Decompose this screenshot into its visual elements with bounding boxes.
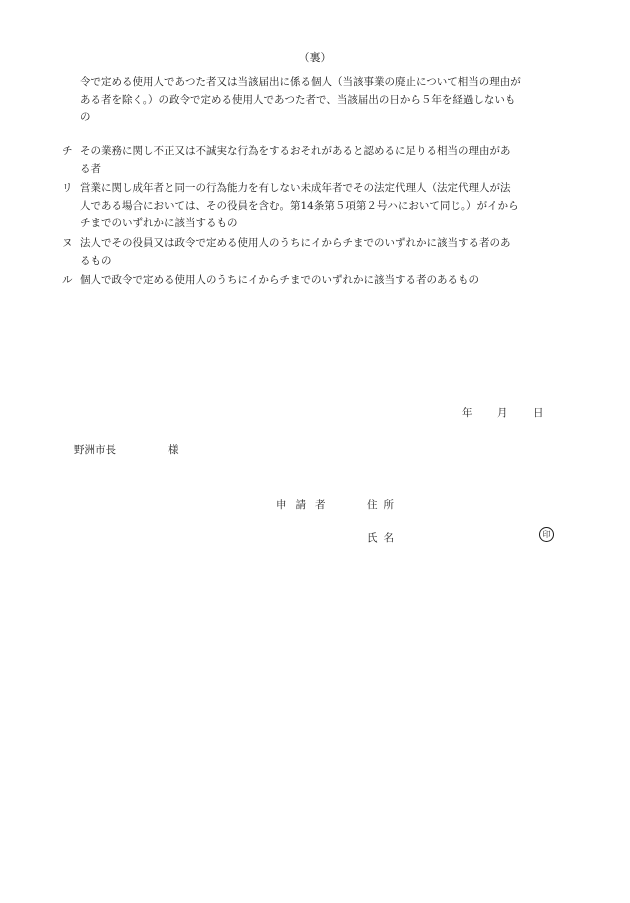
list-item-mark: チ <box>62 145 73 157</box>
list-item-text <box>80 74 582 127</box>
addressee: 野洲市長 <box>74 444 116 456</box>
list-item-text <box>80 143 582 178</box>
date-month-label: 月 <box>497 407 508 419</box>
list-item-text <box>80 272 582 290</box>
text-line: その業務に関し不正又は不誠実な行為をするおそれがあると認めるに足りる相当の理由があ <box>80 145 511 157</box>
date-day-label: 日 <box>533 407 544 419</box>
text-line: 令で定める使用人であつた者又は当該届出に係る個人（当該事業の廃止について相当の理由が <box>80 76 521 88</box>
text-line: るもの <box>80 254 112 267</box>
text-line: ある者を除く。）の政令で定める使用人であつた者で、当該届出の日から５年を経過しないも <box>80 93 516 106</box>
text-line: の <box>80 111 91 124</box>
name-label: 氏名 <box>367 532 400 544</box>
list-item-mark: ヌ <box>62 237 73 249</box>
list-item <box>62 143 582 178</box>
list-item-text <box>80 235 582 270</box>
text-line: 法人でその役員又は政令で定める使用人のうちにイからチまでのいずれかに該当する者のあ <box>80 237 511 249</box>
honorific: 様 <box>168 444 179 456</box>
list-item <box>62 272 582 290</box>
applicant-label: 申請者 <box>276 499 335 511</box>
list-item-text <box>80 180 582 233</box>
text-line: る者 <box>80 162 101 175</box>
date-year-label: 年 <box>462 407 473 419</box>
text-line: 営業に関し成年者と同一の行為能力を有しない未成年者でその法定代理人（法定代理人が法 <box>80 182 511 194</box>
page-heading: （裏） <box>298 51 332 64</box>
list-item <box>62 74 582 127</box>
text-line: 個人で政令で定める使用人のうちにイからチまでのいずれかに該当する者のあるもの <box>80 274 479 286</box>
list-item-mark: リ <box>62 182 73 194</box>
list-item-mark: ル <box>62 274 73 286</box>
text-line: 人である場合においては、その役員を含む。第14条第５項第２号ハにおいて同じ。）がイから <box>80 199 519 212</box>
list-item <box>62 235 582 270</box>
list-item <box>62 180 582 233</box>
seal-icon: 印 <box>539 527 554 542</box>
address-label: 住所 <box>367 499 400 511</box>
text-line: チまでのいずれかに該当するもの <box>80 217 238 230</box>
